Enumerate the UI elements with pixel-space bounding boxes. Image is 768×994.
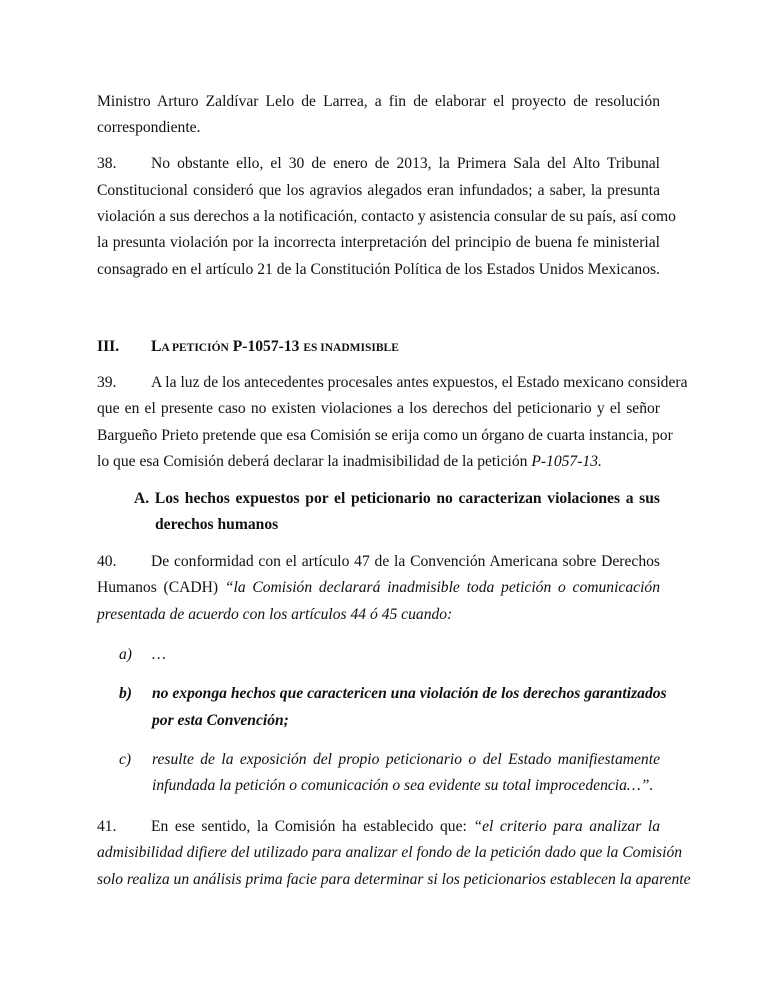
paragraph-39 — [97, 374, 688, 393]
list-item — [97, 685, 667, 704]
paragraph-line: presentada de acuerdo con los artículos 44 ó 45 cuando: — [97, 606, 453, 623]
paragraph-line: Bargueño Prieto pretende que esa Comisión se erija como un órgano de cuarta instancia, por — [97, 427, 673, 444]
paragraph-line: correspondiente. — [97, 119, 201, 136]
list-text: resulte de la exposición del propio peticionario o del Estado manifiestamente — [152, 751, 660, 768]
list-label: b) — [119, 685, 132, 702]
paragraph-line: violación a sus derechos a la notificación, contacto y asistencia consular de su país, así como — [97, 208, 676, 225]
list-text: infundada la petición o comunicación o sea evidente su total improcedencia…”. — [152, 777, 654, 794]
paragraph-line: admisibilidad difiere del utilizado para analizar el fondo de la petición dado que la Comisión — [97, 844, 683, 861]
paragraph-number: 41. — [97, 818, 117, 835]
section-heading — [97, 339, 660, 357]
list-item — [97, 752, 660, 770]
paragraph-40 — [97, 554, 660, 572]
paragraph-number: 39. — [97, 374, 117, 391]
paragraph-line: solo realiza un análisis prima facie para determinar si los peticionarios establecen la aparente — [97, 871, 691, 888]
paragraph-line: Ministro Arturo Zaldívar Lelo de Larrea, a fin de elaborar el proyecto de resolución — [97, 93, 660, 110]
paragraph-line: De conformidad con el artículo 47 de la Convención Americana sobre Derechos — [151, 553, 660, 570]
list-text: por esta Convención; — [152, 712, 289, 729]
list-text: no exponga hechos que caractericen una violación de los derechos garantizados — [152, 685, 667, 702]
paragraph-line: Constitucional consideró que los agravios alegados eran infundados; a saber, la presunta — [97, 182, 660, 199]
paragraph-line: lo que esa Comisión deberá declarar la inadmisibilidad de la petición P-1057-13. — [97, 453, 602, 470]
list-item-continuation — [97, 778, 660, 796]
list-item — [97, 647, 660, 665]
paragraph-38 — [97, 156, 660, 174]
list-text: … — [152, 646, 166, 663]
section-number: III. — [97, 338, 120, 355]
section-title: LA PETICIÓN P-1057-13 ES INADMISIBLE — [151, 338, 399, 355]
paragraph-line: que en el presente caso no existen violaciones a los derechos del peticionario y el señor — [97, 400, 660, 417]
subsection-heading: A. Los hechos expuestos por el peticionario no caracterizan violaciones a sus — [134, 490, 660, 507]
subsection-heading: derechos humanos — [155, 516, 279, 533]
paragraph-line: No obstante ello, el 30 de enero de 2013, la Primera Sala del Alto Tribunal — [151, 155, 660, 172]
paragraph-number: 38. — [97, 155, 117, 172]
paragraph-line: A la luz de los antecedentes procesales antes expuestos, el Estado mexicano considera — [151, 374, 688, 391]
paragraph-line: la presunta violación por la incorrecta interpretación del principio de buena fe ministerial — [97, 234, 660, 251]
paragraph-number: 40. — [97, 553, 117, 570]
list-label: a) — [119, 646, 132, 663]
list-item-continuation — [97, 713, 660, 731]
paragraph-line: En ese sentido, la Comisión ha establecido que: “el criterio para analizar la — [151, 818, 660, 835]
paragraph-line: Humanos (CADH) “la Comisión declarará inadmisible toda petición o comunicación — [97, 579, 661, 596]
paragraph-41 — [97, 819, 660, 837]
paragraph-line: consagrado en el artículo 21 de la Constitución Política de los Estados Unidos Mexicanos. — [97, 261, 660, 278]
list-label: c) — [119, 751, 132, 768]
